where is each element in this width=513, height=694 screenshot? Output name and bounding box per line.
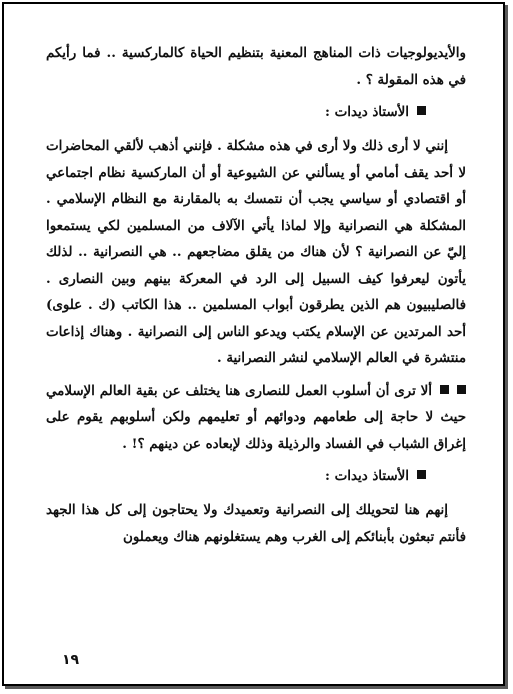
document-page [46, 40, 466, 556]
speaker-label: الأستاذ ديدات : [325, 468, 409, 484]
square-bullet-icon [417, 106, 426, 115]
paragraph-question [46, 378, 466, 458]
question-text: ألا ترى أن أسلوب العمل للنصارى هنا يختلف عن بقية العالم الإسلامي حيث لا حاجة إلى طعامهم ودوائهم أو تعليمهم ولكن أسلوبهم يقوم على إغراق الشباب في الفساد والرذيلة وذلك لإبعاده عن دينهم ؟! . [46, 382, 466, 452]
speaker-heading [46, 463, 466, 489]
square-bullet-icon [457, 385, 466, 394]
speaker-heading [46, 99, 466, 125]
paragraph-intro: والأيديولوجيات ذات المناهج المعنية بتنظيم الحياة كالماركسية .. فما رأيكم في هذه المقولة ؟ . [46, 45, 466, 88]
square-bullet-icon [417, 470, 426, 479]
paragraph-answer: إنهم هنا لتحويلك إلى النصرانية وتعميدك ولا يحتاجون إلى كل هذا الجهد فأنتم تبعثون بأبنائكم إلى الغرب وهم يستغلونهم هناك ويعملون [46, 502, 466, 545]
speaker-label: الأستاذ ديدات : [325, 104, 409, 120]
paragraph-answer: إنني لا أرى ذلك ولا أرى في هذه مشكلة . فإنني أذهب لألقي المحاضرات لا أحد يقف أمامي أو يسألني عن الشيوعية أو أن الماركسية نظام اجتماعي أو اقتصادي أو سياسي يجب أن نتمسك به بالمقارنة مع النظام الإسلامي . المشكلة هي النصرانية وإلا لماذا يأتي الآلاف من المسلمين لكي يستمعوا إليّ عن النصرانية ؟ لأن هناك من يقلق مضاجعهم .. هي النصرانية .. لذلك يأتون ليعرفوا كيف السبيل إلى الرد في المعركة بينهم وبين النصارى . فالصليبيون هم الذين يطرقون أبواب المسلمين .. هذا الكاتب (ك . علوى) أحد المرتدين عن الإسلام يكتب ويدعو الناس إلى النصرانية . وهناك إذاعات منتشرة في العالم الإسلامي لنشر النصرانية . [46, 138, 466, 366]
page-number: ١٩ [62, 652, 80, 668]
square-bullet-icon [440, 385, 449, 394]
